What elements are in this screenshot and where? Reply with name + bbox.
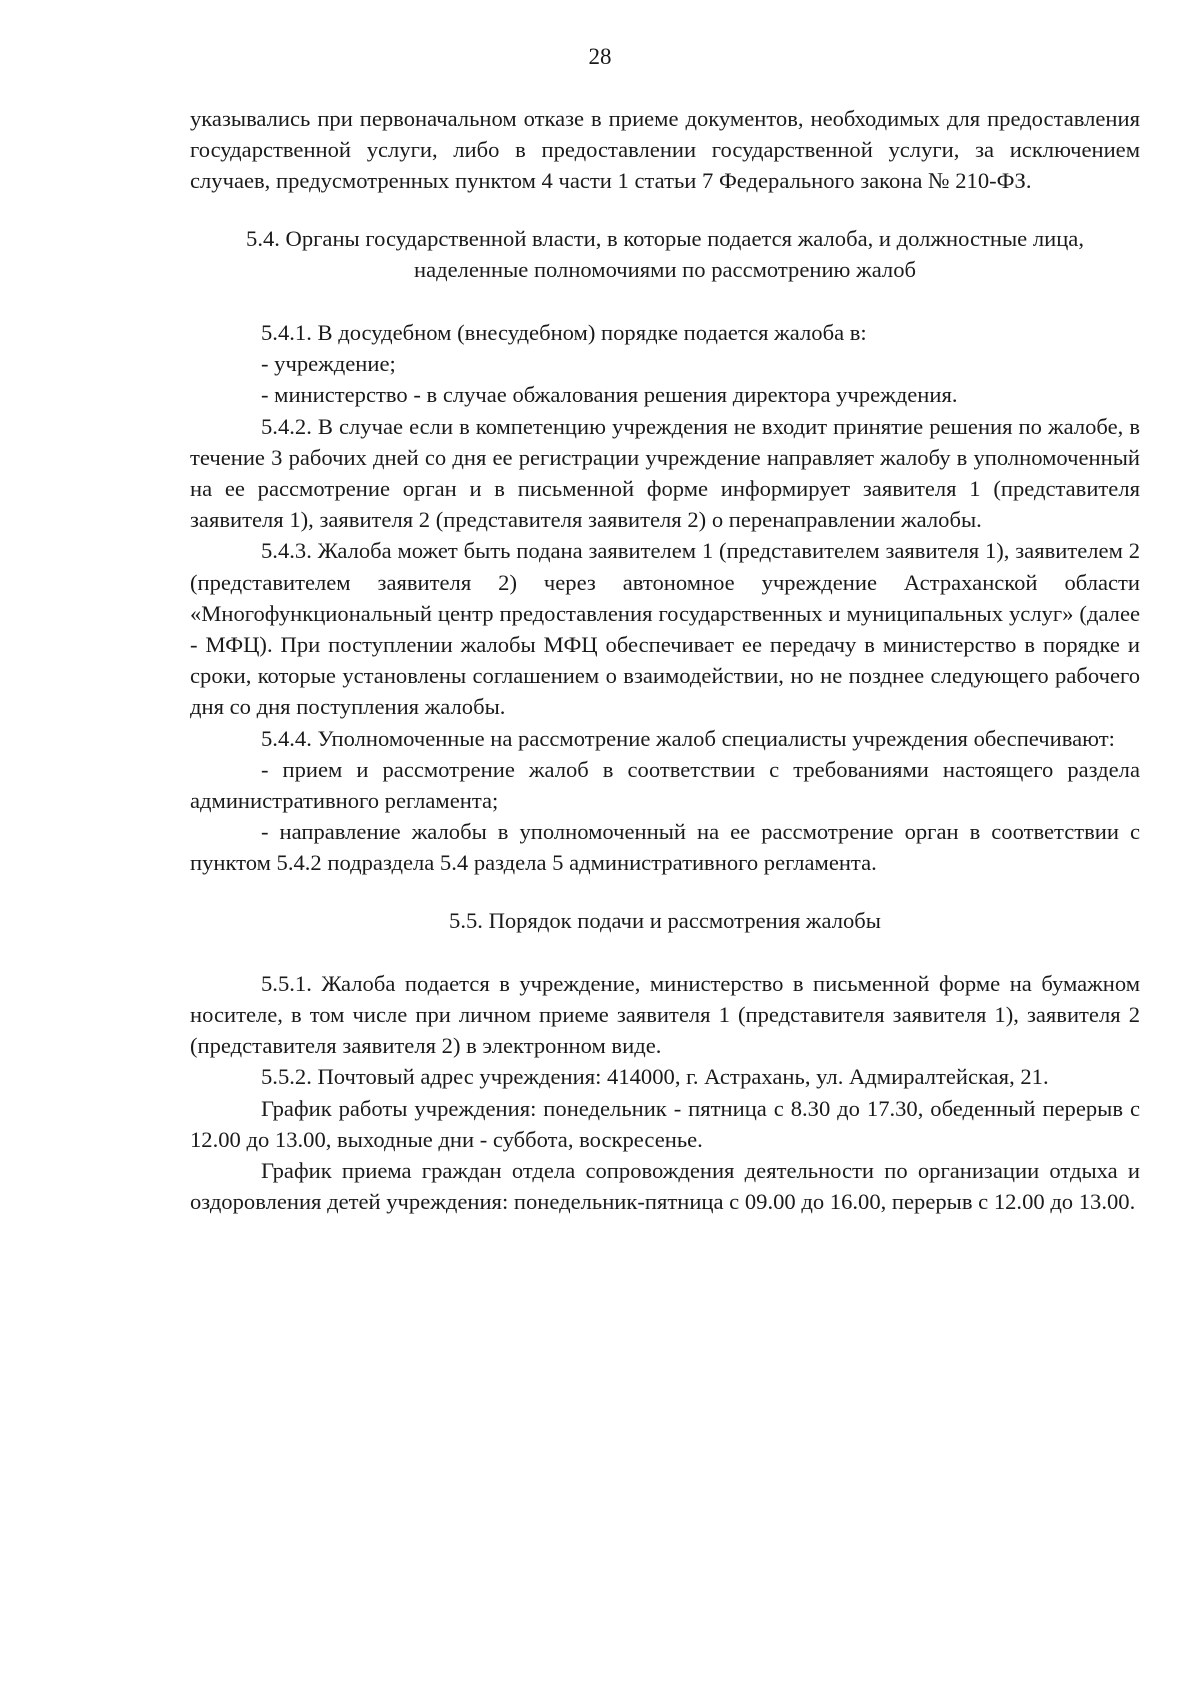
section-heading-5-4: 5.4. Органы государственной власти, в которые подается жалоба, и должностные лица, наделенные полномочиями по рассмотрению жалоб — [246, 225, 1084, 282]
section-heading-5-5: 5.5. Порядок подачи и рассмотрения жалобы — [449, 907, 881, 933]
page-number: 28 — [588, 44, 612, 69]
paragraph-5-4-4: 5.4.4. Уполномоченные на рассмотрение жалоб специалисты учреждения обеспечивают: — [261, 725, 1115, 751]
paragraph-reception-hours: График приема граждан отдела сопровождения деятельности по организации отдыха и оздоровления детей учреждения: понедельник-пятница с 09.00 до 16.00, перерыв с 12.00 до 13.00. — [190, 1158, 1140, 1215]
list-item-ministry: - министерство - в случае обжалования решения директора учреждения. — [261, 382, 958, 408]
list-item-reception: - прием и рассмотрение жалоб в соответствии с требованиями настоящего раздела административного регламента; — [190, 756, 1140, 814]
paragraph-5-5-1: 5.5.1. Жалоба подается в учреждение, министерство в письменной форме на бумажном носителе, в том числе при личном приеме заявителя 1 (представителя заявителя 1), заявителя 2 (представителя заявителя 2) в электронном виде. — [190, 970, 1140, 1059]
list-item-forwarding: - направление жалобы в уполномоченный на ее рассмотрение орган в соответствии с пунктом 5.4.2 подраздела 5.4 раздела 5 административного регламента. — [190, 819, 1140, 876]
paragraph-continuation: указывались при первоначальном отказе в приеме документов, необходимых для предоставления государственной услуги, либо в предоставлении государственной услуги, за исключением случаев, предусмотренных пунктом 4 части 1 статьи 7 Федерального закона № 210-ФЗ. — [190, 106, 1140, 194]
paragraph-5-4-3: 5.4.3. Жалоба может быть подана заявителем 1 (представителем заявителя 1), заявителем 2 (представителем заявителя 2) через автономное учреждение Астраханской области «Многофункциональный центр предоставления государственных и муниципальных услуг» (далее - МФЦ). При поступлении жалобы МФЦ обеспечивает ее передачу в министерство в порядке и сроки, которые установлены соглашением о взаимодействии, но не позднее следующего рабочего дня со дня поступления жалобы. — [190, 538, 1140, 720]
paragraph-5-4-2: 5.4.2. В случае если в компетенцию учреждения не входит принятие решения по жалобе, в течение 3 рабочих дней со дня ее регистрации учреждение направляет жалобу в уполномоченный на ее рассмотрение орган и в письменной форме информирует заявителя 1 (представителя заявителя 1), заявителя 2 (представителя заявителя 2) о перенаправлении жалобы. — [190, 413, 1140, 533]
paragraph-5-4-1: 5.4.1. В досудебном (внесудебном) порядке подается жалоба в: — [261, 320, 867, 346]
paragraph-5-5-2: 5.5.2. Почтовый адрес учреждения: 414000, г. Астрахань, ул. Адмиралтейская, 21. — [261, 1064, 1049, 1090]
paragraph-working-hours: График работы учреждения: понедельник - пятница с 8.30 до 17.30, обеденный перерыв с 12.00 до 13.00, выходные дни - суббота, воскресенье. — [190, 1095, 1140, 1152]
document-body — [190, 103, 1140, 1218]
list-item-institution: - учреждение; — [261, 351, 396, 377]
